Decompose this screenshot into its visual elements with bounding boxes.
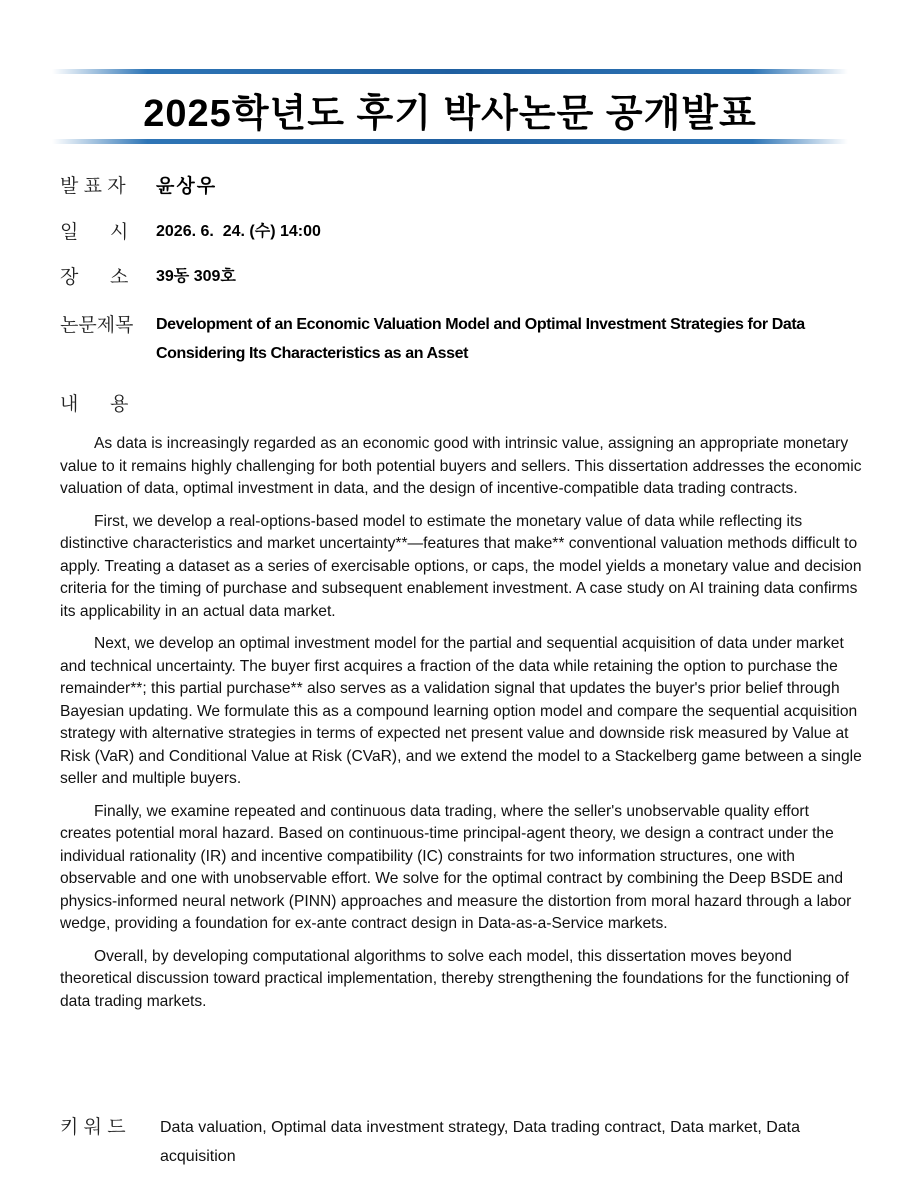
location-value: 39동 309호 bbox=[156, 268, 236, 285]
abstract-paragraph: First, we develop a real-options-based model to estimate the monetary value of data while reflecting its distinctive characteristics and market uncertainty**—features that make** conventional valuation methods difficult to apply. Treating a dataset as a series of exercisable options, or caps, the model yields a monetary value and decision criteria for the timing of purchase and subsequent enablement investment. A case study on AI training data confirms its applicability in an actual data market. bbox=[60, 512, 862, 620]
page-title: 2025학년도 후기 박사논문 공개발표 bbox=[143, 93, 757, 135]
abstract-body bbox=[60, 433, 862, 1023]
abstract-paragraph: Next, we develop an optimal investment model for the partial and sequential acquisition of data under market and technical uncertainty. The buyer first acquires a fraction of the data while retaining the option to purchase the remainder**; this partial purchase** also serves as a validation signal that updates the buyer's prior belief through Bayesian updating. We formulate this as a compound learning option model and compare the sequential acquisition strategy with alternative strategies in terms of expected net present value and downside risk measured by Value at Risk (VaR) and Conditional Value at Risk (CVaR), and we extend the model to a Stackelberg game between a single seller and multiple buyers. bbox=[60, 635, 862, 787]
abstract-paragraph: As data is increasingly regarded as an economic good with intrinsic value, assigning an appropriate monetary value to it remains highly challenging for both potential buyers and sellers. This dissertation addresses the economic valuation of data, optimal investment in data, and the design of incentive-compatible data trading contracts. bbox=[60, 435, 862, 497]
abstract-paragraph: Finally, we examine repeated and continuous data trading, where the seller's unobservable quality effort creates potential moral hazard. Based on continuous-time principal-agent theory, we design a contract under the individual rationality (IR) and incentive compatibility (IC) constraints for two information structures, one with observable and one with unobservable effort. We solve for the optimal contract by combining the Deep BSDE and physics-informed neural network (PINN) approaches and measure the distortion from moral hazard through a labor wedge, providing a foundation for ex-ante contract design in Data-as-a-Service markets. bbox=[60, 802, 852, 932]
keywords-label: 키 워 드 bbox=[60, 1117, 126, 1138]
datetime-value: 2026. 6. 24. (수) 14:00 bbox=[156, 223, 321, 240]
presenter-name: 윤상우 bbox=[156, 176, 218, 197]
thesis-title-value: Development of an Economic Valuation Model and Optimal Investment Strategies for Data Considering Its Characteristics as an Asset bbox=[156, 316, 805, 362]
datetime-label: 일 시 bbox=[60, 222, 129, 243]
presenter-label: 발 표 자 bbox=[60, 176, 126, 197]
abstract-paragraph: Overall, by developing computational algorithms to solve each model, this dissertation moves beyond theoretical discussion toward practical implementation, thereby strengthening the foundations for the functioning of data trading markets. bbox=[60, 947, 849, 1010]
title-top-rule bbox=[52, 69, 848, 74]
location-label: 장 소 bbox=[60, 267, 129, 288]
title-bottom-rule bbox=[52, 139, 848, 144]
thesis-title-label: 논문제목 bbox=[60, 315, 134, 336]
keywords-value: Data valuation, Optimal data investment strategy, Data trading contract, Data market, Data acquisition bbox=[160, 1119, 801, 1165]
content-label: 내 용 bbox=[60, 394, 129, 415]
